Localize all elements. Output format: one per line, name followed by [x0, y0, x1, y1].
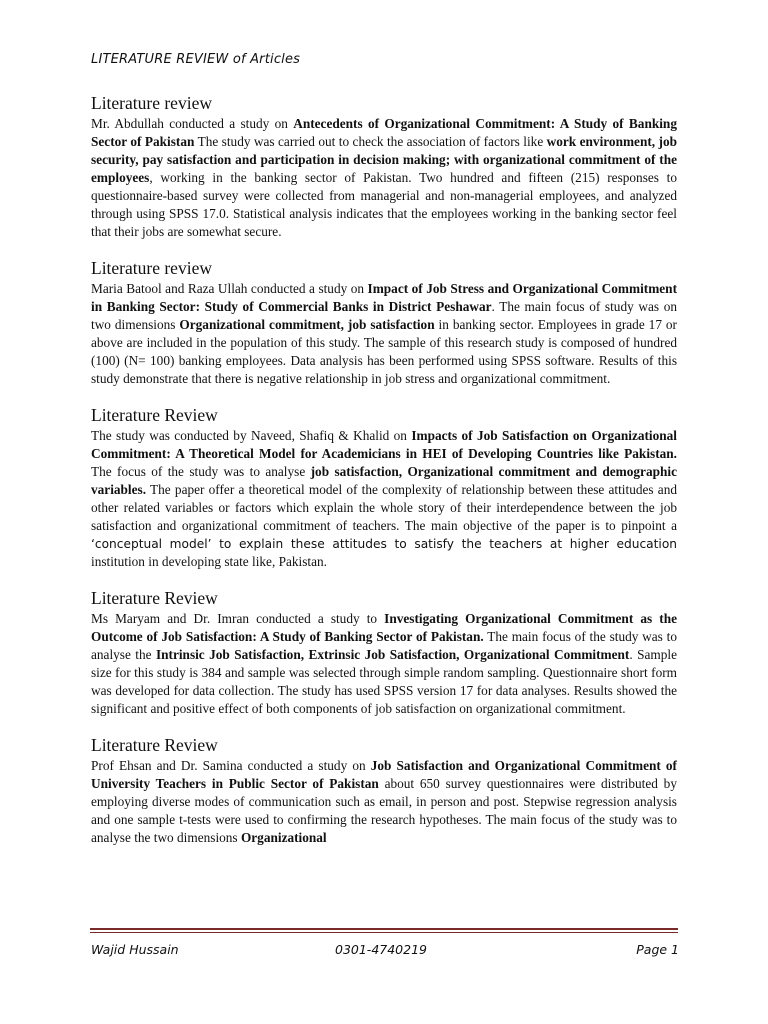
text-run: . Sample size for this study is 384 and sample was selected through simple random sampling. Questionnaire short form was developed for data collection. The study has used SPSS version 17 for data analyses. Results showed the significant and positive effect of both components of job satisfaction on organizational commitment. — [91, 647, 677, 716]
footer-divider-thick — [90, 928, 678, 930]
section-paragraph — [91, 115, 677, 241]
text-run: in banking sector. Employees in grade 17 or above are included in the population of this study. The sample of this research study is composed of hundred (100) (N= 100) banking employees. Data analysis has been performed using SPSS software. Results of this study demonstrate that there is negative relationship in job stress and organizational commitment. — [91, 317, 677, 386]
bold-text-run: Organizational — [240, 830, 327, 845]
text-run: Maria Batool and Raza Ullah conducted a study on — [91, 281, 368, 296]
review-section — [91, 587, 677, 718]
text-run: , working in the banking sector of Pakistan. Two hundred and fifteen (215) responses to questionnaire-based survey were collected from managerial and non-managerial employees, and analyzed through using SPSS 17.0. Statistical analysis indicates that the employees working in the banking sector feel that their jobs are somewhat secure. — [91, 170, 677, 239]
section-paragraph — [91, 610, 677, 718]
section-paragraph — [91, 280, 677, 388]
section-heading: Literature Review — [91, 405, 218, 425]
review-section — [91, 734, 677, 847]
bold-text-run: Antecedents of Organizational Commitment: A Study of Banking Sector of Pakistan — [91, 116, 677, 149]
text-run: Ms Maryam and Dr. Imran conducted a study to — [91, 611, 385, 626]
text-run: . The main focus of study was on two dimensions — [91, 299, 677, 332]
footer-divider-thin — [90, 932, 678, 933]
footer-author: Wajid Hussain — [91, 942, 179, 957]
review-section — [91, 92, 677, 241]
section-paragraph — [91, 757, 677, 847]
bold-text-run: work environment, job security, pay satisfaction and participation in decision making; with organizational commitment of the employees — [91, 134, 678, 185]
text-run: Prof Ehsan and Dr. Samina conducted a study on — [91, 758, 371, 773]
text-run: The main focus of the study was to analyse the — [91, 629, 677, 662]
text-run: Mr. Abdullah conducted a study on — [91, 116, 294, 131]
text-run: The focus of the study was to analyse — [91, 464, 311, 479]
footer-phone: 0301-4740219 — [335, 942, 427, 957]
bold-text-run: Intrinsic Job Satisfaction, Extrinsic Job Satisfaction, Organizational Commitment — [155, 647, 630, 662]
document-body — [91, 92, 677, 863]
footer-page-number: Page 1 — [636, 942, 679, 957]
text-run: about 650 survey questionnaires were distributed by employing diverse modes of communication such as email, in person and post. Stepwise regression analysis and one sample t-tests were used to confirming the research hypotheses. The main focus of the study was to analyse the two dimensions — [91, 776, 677, 845]
text-run: The paper offer a theoretical model of the complexity of relationship between these attitudes and other related variables or factors which explain the whole story of their interdependence between the job satisfaction and organizational commitment of teachers. The main objective of the paper is to pinpoint a — [91, 482, 677, 533]
running-header: LITERATURE REVIEW of Articles — [91, 52, 301, 67]
review-section — [91, 404, 677, 571]
section-heading: Literature Review — [91, 588, 218, 608]
bold-text-run: Job Satisfaction and Organizational Commitment of University Teachers in Public Sector of Pakistan — [91, 758, 677, 791]
text-run: institution in developing state like, Pakistan. — [91, 554, 327, 569]
bold-text-run: Impact of Job Stress and Organizational Commitment in Banking Sector: Study of Commercial Banks in District Peshawar — [91, 281, 678, 314]
bold-text-run: Organizational commitment, job satisfaction — [179, 317, 435, 332]
section-paragraph — [91, 427, 677, 571]
bold-text-run: job satisfaction, Organizational commitment and demographic variables. — [91, 464, 677, 497]
section-heading: Literature review — [91, 258, 212, 278]
section-heading: Literature Review — [91, 735, 218, 755]
sans-text-run: ‘conceptual model’ to explain these attitudes to satisfy the teachers at higher education — [91, 537, 677, 551]
review-section — [91, 257, 677, 388]
section-heading: Literature review — [91, 93, 212, 113]
text-run: The study was carried out to check the association of factors like — [194, 134, 547, 149]
bold-text-run: Investigating Organizational Commitment as the Outcome of Job Satisfaction: A Study of Banking Sector of Pakistan. — [91, 611, 677, 644]
bold-text-run: Impacts of Job Satisfaction on Organizational Commitment: A Theoretical Model for Academicians in HEI of Developing Countries like Pakistan. — [91, 428, 678, 461]
text-run: The study was conducted by Naveed, Shafiq & Khalid on — [91, 428, 412, 443]
